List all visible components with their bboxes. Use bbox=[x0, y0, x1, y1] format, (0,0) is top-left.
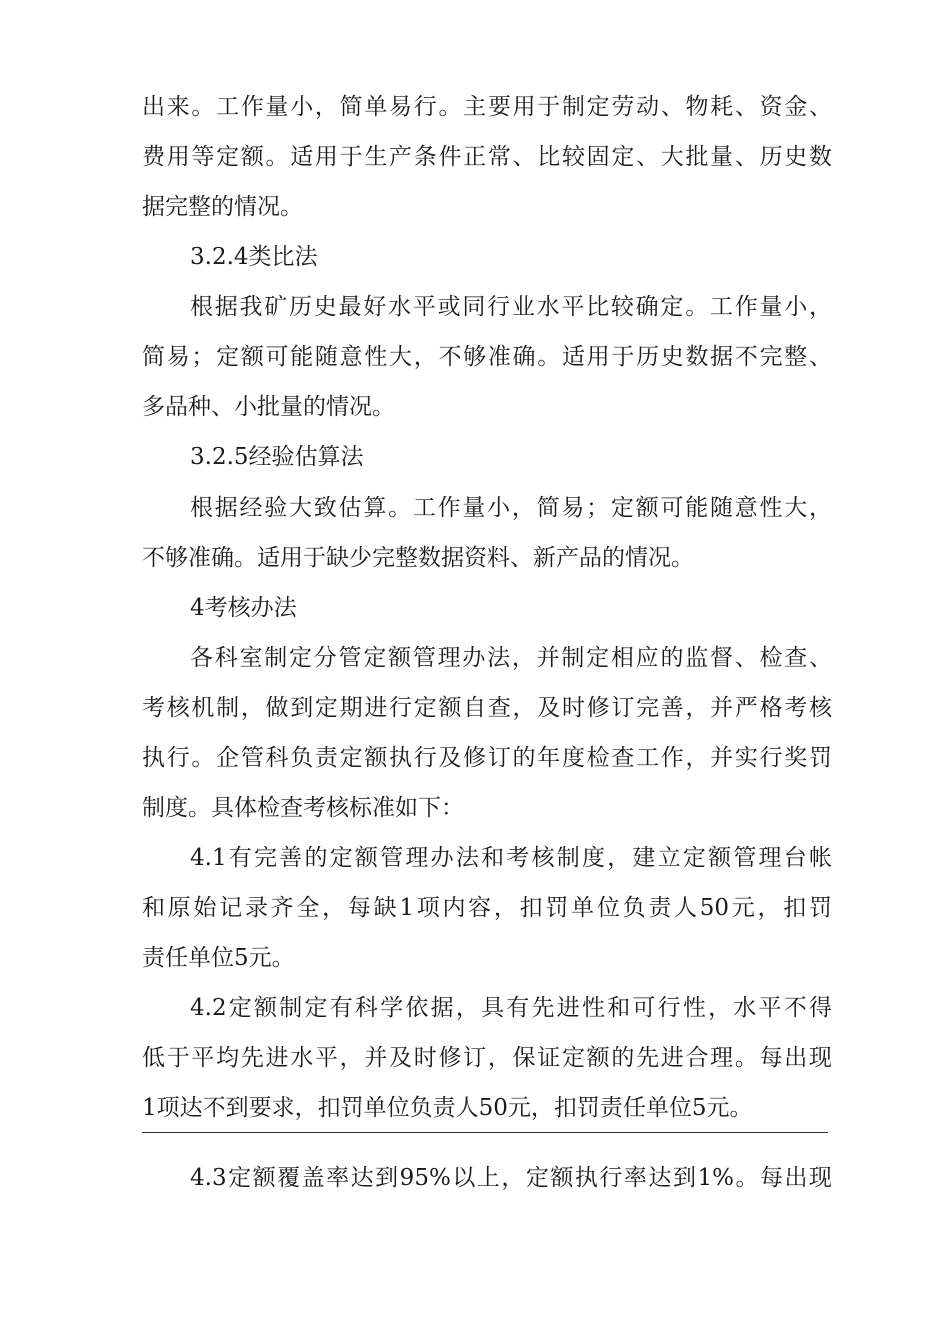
text-line: 4.3定额覆盖率达到95%以上，定额执行率达到1%。每出现 bbox=[190, 1165, 832, 1191]
text-line: 据完整的情况。 bbox=[142, 194, 303, 220]
text-line: 根据经验大致估算。工作量小，简易；定额可能随意性大， bbox=[190, 495, 832, 521]
page-divider bbox=[142, 1132, 828, 1133]
text-line: 费用等定额。适用于生产条件正常、比较固定、大批量、历史数 bbox=[142, 144, 832, 170]
text-line: 执行。企管科负责定额执行及修订的年度检查工作，并实行奖罚 bbox=[142, 745, 832, 771]
text-line: 各科室制定分管定额管理办法，并制定相应的监督、检查、 bbox=[190, 645, 832, 671]
text-line: 低于平均先进水平，并及时修订，保证定额的先进合理。每出现 bbox=[142, 1045, 832, 1071]
text-line: 和原始记录齐全，每缺1项内容，扣罚单位负责人50元，扣罚 bbox=[142, 895, 832, 921]
section-heading: 3.2.4类比法 bbox=[190, 244, 318, 270]
text-line: 简易；定额可能随意性大，不够准确。适用于历史数据不完整、 bbox=[142, 344, 832, 370]
text-line: 根据我矿历史最好水平或同行业水平比较确定。工作量小， bbox=[190, 294, 832, 320]
text-line: 多品种、小批量的情况。 bbox=[142, 394, 395, 420]
text-line: 1项达不到要求，扣罚单位负责人50元，扣罚责任单位5元。 bbox=[142, 1095, 753, 1121]
section-heading: 3.2.5经验估算法 bbox=[190, 444, 364, 470]
text-line: 4.1有完善的定额管理办法和考核制度，建立定额管理台帐 bbox=[190, 845, 832, 871]
section-heading: 4考核办法 bbox=[190, 595, 297, 621]
text-line: 制度。具体检查考核标准如下： bbox=[142, 795, 464, 821]
text-line: 考核机制，做到定期进行定额自查，及时修订完善，并严格考核 bbox=[142, 695, 832, 721]
text-line: 4.2定额制定有科学依据，具有先进性和可行性，水平不得 bbox=[190, 995, 832, 1021]
text-line: 出来。工作量小，简单易行。主要用于制定劳动、物耗、资金、 bbox=[142, 94, 832, 120]
text-line: 不够准确。适用于缺少完整数据资料、新产品的情况。 bbox=[142, 545, 694, 571]
text-line: 责任单位5元。 bbox=[142, 945, 295, 971]
